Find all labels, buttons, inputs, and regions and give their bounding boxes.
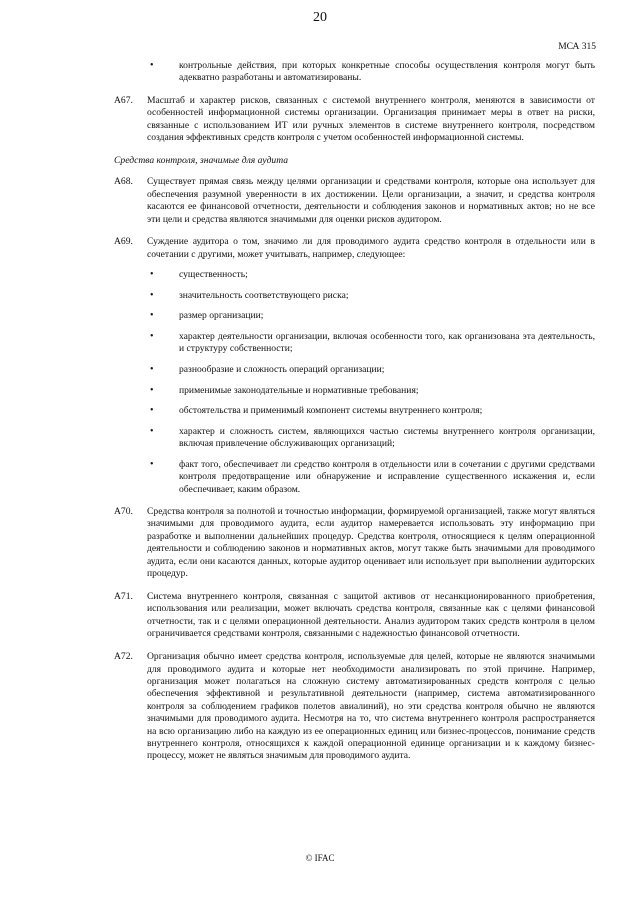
paragraph-a68 xyxy=(114,176,595,226)
paragraph-a70 xyxy=(114,506,595,580)
list-item: • размер организации; xyxy=(114,310,595,322)
paragraph-number: A67. xyxy=(114,94,133,106)
paragraph-number: A72. xyxy=(114,651,133,663)
paragraph-a69 xyxy=(114,236,595,261)
list-item: • факт того, обеспечивает ли средство контроля в отдельности или в сочетании с другими средствами контроля предотвращение или обнаружение и исправление существенного искажения и, если обеспечивает, каким образом. xyxy=(114,459,595,496)
document-code: МСА 315 xyxy=(558,42,596,52)
paragraph-text: Масштаб и характер рисков, связанных с системой внутреннего контроля, меняются в зависимости от особенностей информационной системы организации. Организация принимает меры в ответ на риски, связанные с использованием ИТ или ручных элементов в системе внутреннего контроля, посредством создания эффективных средств контроля с учетом особенностей информационной системы. xyxy=(147,94,595,144)
list-item: • контрольные действия, при которых конкретные способы осуществления контроля могут быть адекватно разработаны и автоматизированы. xyxy=(114,60,595,85)
paragraph-number: A68. xyxy=(114,176,133,188)
paragraph-number: A69. xyxy=(114,236,133,248)
section-title: Средства контроля, значимые для аудита xyxy=(114,154,289,166)
top-bullet-list xyxy=(114,60,595,85)
paragraph-a67 xyxy=(114,95,595,145)
paragraph-text: Средства контроля за полнотой и точностью информации, формируемой организацией, также могут являться значимыми для проводимого аудита, если аудитор намеревается использовать эту информацию при разработке и выполнении дальнейших процедур. Средства контроля, относящиеся к целям операционной деятельности и соблюдению законов и нормативных актов, могут также быть значимыми для проводимого аудита, если они касаются данных, которые аудитор оценивает или использует при выполнении аудиторских процедур. xyxy=(147,506,595,580)
list-item: • характер и сложность систем, являющихся частью системы внутреннего контроля организации, включая привлечение обслуживающих организаций; xyxy=(114,426,595,451)
paragraph-text: Существует прямая связь между целями организации и средствами контроля, которые она использует для обеспечения разумной уверенности в их достижении. Цели организации, а значит, и средства контроля касаются ее финансовой отчетности, деятельности и соблюдения законов и нормативных актов; но не все эти цели и средства являются значимыми для оценки рисков аудитором. xyxy=(147,176,595,225)
page-content xyxy=(114,60,595,773)
paragraph-number: A70. xyxy=(114,506,133,518)
list-item: • применимые законодательные и нормативные требования; xyxy=(114,385,595,397)
copyright-footer: © IFAC xyxy=(305,853,335,863)
list-item: • обстоятельства и применимый компонент системы внутреннего контроля; xyxy=(114,405,595,417)
paragraph-text: Система внутреннего контроля, связанная с защитой активов от несанкционированного приобретения, использования или реализации, может включать средства контроля, связанные как с целями финансовой отчетности, так и с целями операционной деятельности. Анализ аудитором таких средств контроля в целом ограничивается средствами контроля, связанными с надежностью финансовой отчетности. xyxy=(147,591,595,640)
list-item: • разнообразие и сложность операций организации; xyxy=(114,364,595,376)
paragraph-text: Организация обычно имеет средства контроля, используемые для целей, которые не являются значимыми для проводимого аудита и которые нет необходимости анализировать по этой причине. Например, организация может полагаться на сложную систему автоматизированных средств контроля с целью обеспечения эффективной и результативной деятельности (например, система автоматизированного контроля за соблюдением графиков полетов авиалиний), но эти средства контроля обычно не являются значимыми для проводимого аудита. Несмотря на то, что система внутреннего контроля распространяется на всю организацию либо на каждую из ее операционных единиц или бизнес-процессов, понимание средств внутреннего контроля, относящихся к каждой операционной единице организации и к каждому бизнес-процессу, может не являться значимым для проводимого аудита. xyxy=(147,651,595,762)
list-item: • характер деятельности организации, включая особенности того, как организована эта деятельность, и структуру собственности; xyxy=(114,331,595,356)
list-item: • значительность соответствующего риска; xyxy=(114,290,595,302)
page-number: 20 xyxy=(313,10,327,25)
paragraph-number: A71. xyxy=(114,591,133,602)
list-item: • существенность; xyxy=(114,269,595,281)
paragraph-text: Суждение аудитора о том, значимо ли для проводимого аудита средство контроля в отдельности или в сочетании с другими, может учитывать, например, следующее: xyxy=(147,236,595,260)
a69-bullet-list xyxy=(114,269,595,496)
paragraph-a72 xyxy=(114,651,595,763)
paragraph-a71 xyxy=(114,591,595,641)
